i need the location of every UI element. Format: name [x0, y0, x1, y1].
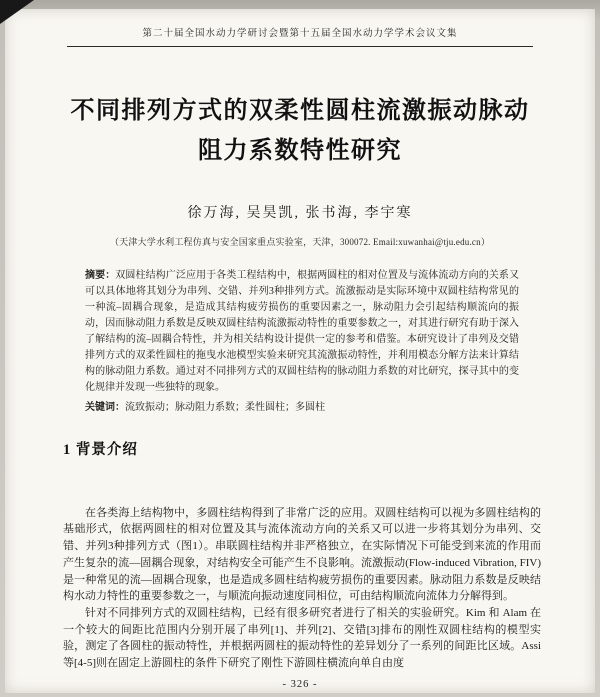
keywords-text: 流致振动；脉动阻力系数；柔性圆柱；多圆柱 — [125, 401, 325, 413]
paper-page — [5, 9, 595, 693]
abstract-block — [85, 268, 519, 396]
paper-title-line-1: 不同排列方式的双柔性圆柱流激振动脉动 — [70, 98, 530, 124]
affiliation-line: （天津大学水利工程仿真与安全国家重点实验室，天津，300072. Email:xuwanhai@tju.edu.cn） — [109, 236, 491, 247]
section-1-heading: 1 背景介绍 — [63, 441, 138, 458]
abstract-label: 摘要： — [85, 269, 116, 281]
paper-title-line-2: 阻力系数特性研究 — [198, 138, 402, 165]
page-number: - 326 - — [282, 679, 318, 690]
conference-header — [67, 23, 533, 47]
section-1-paragraph-1: 在各类海上结构物中，多圆柱结构得到了非常广泛的应用。双圆柱结构可以视为多圆柱结构的基础形式，依据两圆柱的相对位置及其与流体流动方向的关系又可以进一步将其划分为串列、交错、并列3种排列方式（图1）。串联圆柱结构并非严格独立，在实际情况下可能受到来流的作用而产生复杂的流—固耦合现象，对结构安全可能产生不良影响。流激振动(Flow-induced Vibration, FIV)是一种常见的流—固耦合现象，也是造成多圆柱结构疲劳损伤的重要因素。脉动阻力系数是反映结构水动力特性的重要参数之一，与顺流向振动速度同相位，可由结构顺流向流体力分解得到。 — [63, 506, 541, 603]
abstract-text: 双圆柱结构广泛应用于各类工程结构中，根据两圆柱的相对位置及与流体流动方向的关系又可以具体地将其划分为串列、交错、并列3种排列方式。流激振动是实际环境中双圆柱结构常见的一种流–固耦合现象，是造成其结构疲劳损伤的重要因素之一，脉动阻力会引起结构顺流向的振动，因而脉动阻力系数是反映双圆柱结构流激振动特性的重要参数之一，对其进行研究有助于深入了解结构的流–固耦合特性，并为相关结构设计提供一定的参考和借鉴。本研究设计了串列及交错排列方式的双柔性圆柱的拖曳水池模型实验来研究其流激振动特性，并利用模态分解方法来计算结构的脉动阻力系数。通过对不同排列方式的双圆柱结构的脉动阻力系数的对比研究，探寻其中的变化规律并发现一些独特的现象。 — [85, 269, 520, 393]
section-1-paragraph-2: 针对不同排列方式的双圆柱结构，已经有很多研究者进行了相关的实验研究。Kim 和 Alam 在一个较大的间距比范围内分别开展了串列[1]、并列[2]、交错[3]排布的刚性双圆柱结构的模型实验，测定了各圆柱的振动特性，并根据两圆柱的振动特性的差异划分了一系列的间距比区域。Assi 等[4-5]则在固定上游圆柱的条件下研究了刚性下游圆柱横流向单自由度 — [63, 606, 541, 670]
authors-line: 徐万海, 吴昊凯, 张书海, 李宇寒 — [187, 205, 413, 221]
paper-title — [35, 91, 565, 172]
keywords-line — [85, 400, 519, 416]
keywords-label: 关键词： — [85, 401, 125, 413]
conference-header-text: 第二十届全国水动力学研讨会暨第十五届全国水动力学学术会议文集 — [142, 29, 458, 39]
